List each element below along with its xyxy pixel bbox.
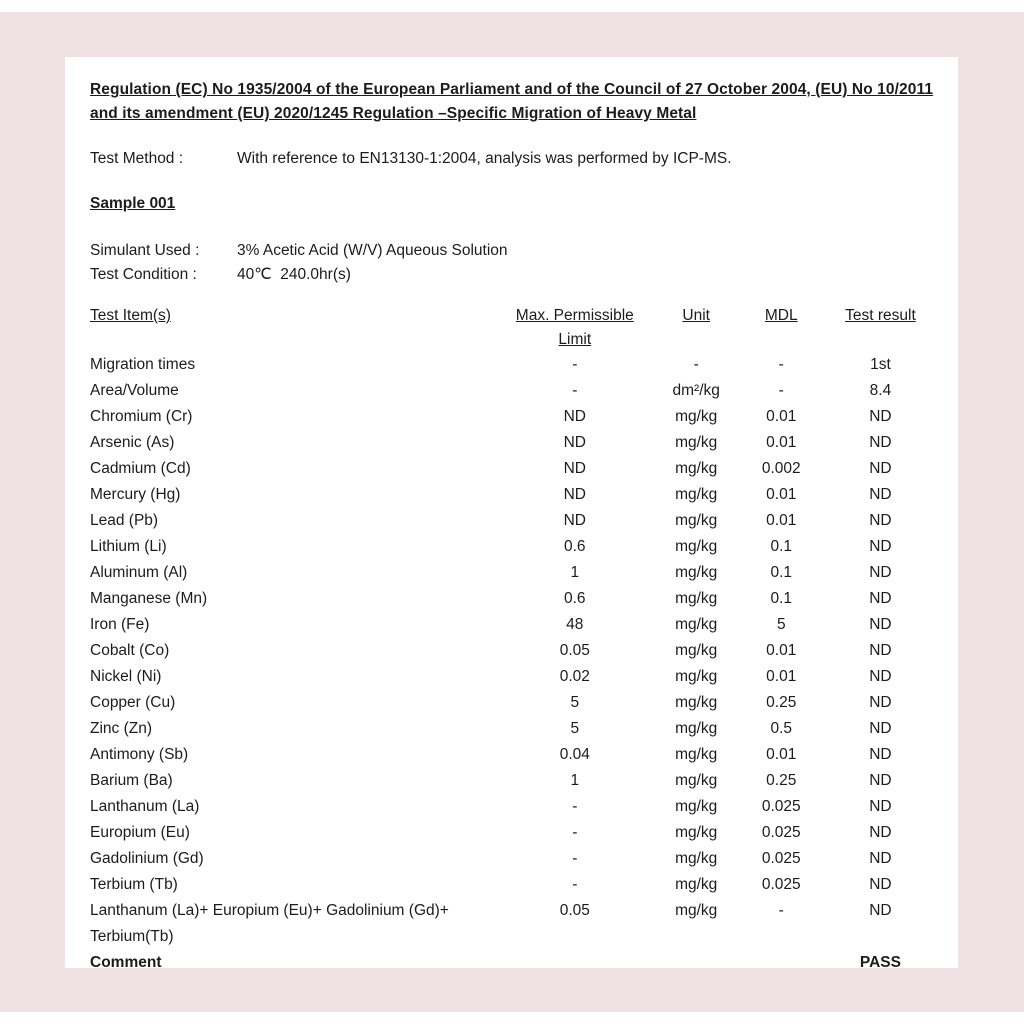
value-cell: mg/kg <box>675 642 718 659</box>
sample-heading: Sample 001 <box>90 195 176 212</box>
value-cell: mg/kg <box>675 850 718 867</box>
table-row <box>90 352 945 378</box>
value-cell: 5 <box>570 694 580 711</box>
test-item-cell: Mercury (Hg) <box>90 486 181 503</box>
value-cell: ND <box>869 902 892 919</box>
test-item-cell: Barium (Ba) <box>90 772 173 789</box>
value-cell: 0.025 <box>761 876 801 893</box>
value-cell: ND <box>869 876 892 893</box>
results-table-header-row <box>90 304 945 352</box>
value-cell: 5 <box>776 616 786 633</box>
value-cell: mg/kg <box>675 538 718 555</box>
test-method-value: With reference to EN13130-1:2004, analysis was performed by ICP-MS. <box>237 150 732 167</box>
value-cell: mg/kg <box>675 668 718 685</box>
value-cell: ND <box>869 564 892 581</box>
test-item-cell: Cadmium (Cd) <box>90 460 191 477</box>
value-cell: ND <box>869 486 892 503</box>
table-row <box>90 430 945 456</box>
value-cell: ND <box>869 798 892 815</box>
value-cell: 0.025 <box>761 798 801 815</box>
test-item-cell: Lanthanum (La) <box>90 798 200 815</box>
value-cell: - <box>778 382 784 399</box>
table-row <box>90 846 945 872</box>
table-row <box>90 898 945 950</box>
value-cell: - <box>572 798 578 815</box>
column-header-max-permissible-limit: Max. Permissible Limit <box>515 307 634 348</box>
value-cell: 1 <box>570 564 580 581</box>
value-cell: 0.01 <box>766 746 797 763</box>
test-item-cell: Aluminum (Al) <box>90 564 188 581</box>
value-cell: 0.04 <box>559 746 590 763</box>
value-cell: 0.01 <box>766 642 797 659</box>
value-cell: 0.25 <box>766 694 797 711</box>
value-cell: 0.6 <box>564 538 586 555</box>
condition-value: 40℃ 240.0hr(s) <box>237 266 351 283</box>
table-row <box>90 534 945 560</box>
simulant-row <box>90 239 945 263</box>
value-cell: 0.05 <box>559 902 590 919</box>
value-cell: ND <box>869 746 892 763</box>
results-table <box>90 304 945 968</box>
value-cell: 0.025 <box>761 850 801 867</box>
test-item-cell: Arsenic (As) <box>90 434 175 451</box>
table-row <box>90 716 945 742</box>
value-cell: mg/kg <box>675 408 718 425</box>
regulation-title: Regulation (EC) No 1935/2004 of the European Parliament and of the Council of 27 October 2004, (EU) No 10/2011 and its amendment (EU) 2020/1245 Regulation –Specific Migration of Heavy Metal <box>90 81 934 122</box>
value-cell: 0.6 <box>564 590 586 607</box>
test-item-cell: Area/Volume <box>90 382 179 399</box>
value-cell: - <box>778 902 784 919</box>
value-cell: 0.1 <box>770 564 793 581</box>
value-cell: mg/kg <box>675 798 718 815</box>
value-cell: 0.1 <box>770 590 793 607</box>
value-cell: mg/kg <box>675 824 718 841</box>
table-row <box>90 664 945 690</box>
table-row <box>90 456 945 482</box>
value-cell: 0.01 <box>766 434 797 451</box>
value-cell: - <box>778 356 784 373</box>
report-document-card <box>65 57 958 968</box>
value-cell: ND <box>869 642 892 659</box>
value-cell: 0.01 <box>766 512 797 529</box>
test-item-cell: Gadolinium (Gd) <box>90 850 204 867</box>
test-item-cell: Manganese (Mn) <box>90 590 208 607</box>
test-item-cell: Lithium (Li) <box>90 538 167 555</box>
table-row <box>90 586 945 612</box>
value-cell: 0.02 <box>559 668 590 685</box>
value-cell: ND <box>563 408 586 425</box>
table-row <box>90 560 945 586</box>
value-cell: mg/kg <box>675 434 718 451</box>
value-cell: mg/kg <box>675 616 718 633</box>
value-cell: mg/kg <box>675 876 718 893</box>
value-cell: - <box>572 876 578 893</box>
value-cell: mg/kg <box>675 772 718 789</box>
value-cell: ND <box>869 720 892 737</box>
value-cell: ND <box>563 512 586 529</box>
value-cell: mg/kg <box>675 720 718 737</box>
table-row <box>90 612 945 638</box>
value-cell: mg/kg <box>675 564 718 581</box>
value-cell: - <box>693 356 699 373</box>
value-cell: mg/kg <box>675 590 718 607</box>
test-item-cell: Zinc (Zn) <box>90 720 152 737</box>
value-cell: 0.025 <box>761 824 801 841</box>
value-cell: - <box>572 356 578 373</box>
table-row <box>90 872 945 898</box>
value-cell: ND <box>869 694 892 711</box>
value-cell: mg/kg <box>675 902 718 919</box>
simulant-value: 3% Acetic Acid (W/V) Aqueous Solution <box>237 242 508 259</box>
column-header-test-result: Test result <box>845 307 916 324</box>
value-cell: ND <box>563 486 586 503</box>
test-item-cell: Lanthanum (La)+ Europium (Eu)+ Gadolinium (Gd)+ Terbium(Tb) <box>90 902 449 945</box>
value-cell: ND <box>869 824 892 841</box>
test-item-cell: Chromium (Cr) <box>90 408 193 425</box>
value-cell: ND <box>869 408 892 425</box>
value-cell: mg/kg <box>675 460 718 477</box>
table-row <box>90 742 945 768</box>
test-item-cell: Lead (Pb) <box>90 512 159 529</box>
value-cell: ND <box>869 538 892 555</box>
value-cell: dm²/kg <box>672 382 720 399</box>
test-item-cell: Terbium (Tb) <box>90 876 178 893</box>
test-item-cell: Copper (Cu) <box>90 694 176 711</box>
column-header-unit: Unit <box>682 307 710 324</box>
test-item-cell: Antimony (Sb) <box>90 746 189 763</box>
test-method-label: Test Method : <box>90 150 184 167</box>
value-cell: ND <box>869 434 892 451</box>
test-item-cell: Iron (Fe) <box>90 616 150 633</box>
value-cell: 1 <box>570 772 580 789</box>
test-item-cell: Europium (Eu) <box>90 824 190 841</box>
column-header-test-item: Test Item(s) <box>90 307 171 324</box>
table-row <box>90 378 945 404</box>
overall-result-pass: PASS <box>859 954 901 968</box>
column-header-mdl: MDL <box>764 307 798 324</box>
value-cell: 0.002 <box>761 460 801 477</box>
value-cell: - <box>572 850 578 867</box>
value-cell: ND <box>869 668 892 685</box>
value-cell: mg/kg <box>675 694 718 711</box>
value-cell: 0.05 <box>559 642 590 659</box>
value-cell: ND <box>869 460 892 477</box>
value-cell: 0.5 <box>770 720 793 737</box>
comment-label: Comment <box>90 954 162 968</box>
value-cell: 8.4 <box>869 382 892 399</box>
test-method-row <box>90 150 945 168</box>
value-cell: mg/kg <box>675 512 718 529</box>
value-cell: 0.01 <box>766 486 797 503</box>
value-cell: ND <box>563 434 586 451</box>
empty-cell <box>646 950 747 968</box>
test-item-cell: Migration times <box>90 356 196 373</box>
condition-label: Test Condition : <box>90 266 197 283</box>
results-table-body <box>90 352 945 968</box>
value-cell: ND <box>869 512 892 529</box>
table-row <box>90 508 945 534</box>
value-cell: ND <box>869 590 892 607</box>
value-cell: 5 <box>570 720 580 737</box>
value-cell: ND <box>869 772 892 789</box>
value-cell: 0.01 <box>766 408 797 425</box>
simulant-label: Simulant Used : <box>90 242 200 259</box>
table-row <box>90 482 945 508</box>
empty-cell <box>504 950 646 968</box>
table-row <box>90 768 945 794</box>
table-row <box>90 404 945 430</box>
test-conditions-block <box>90 239 945 287</box>
value-cell: 48 <box>566 616 584 633</box>
comment-row <box>90 950 945 968</box>
value-cell: ND <box>869 616 892 633</box>
table-row <box>90 794 945 820</box>
condition-row <box>90 263 945 287</box>
table-row <box>90 638 945 664</box>
value-cell: - <box>572 382 578 399</box>
value-cell: 0.25 <box>766 772 797 789</box>
value-cell: - <box>572 824 578 841</box>
test-item-cell: Cobalt (Co) <box>90 642 170 659</box>
value-cell: 0.01 <box>766 668 797 685</box>
value-cell: ND <box>563 460 586 477</box>
value-cell: mg/kg <box>675 486 718 503</box>
value-cell: 0.1 <box>770 538 793 555</box>
value-cell: 1st <box>870 356 891 373</box>
table-row <box>90 820 945 846</box>
value-cell: mg/kg <box>675 746 718 763</box>
test-item-cell: Nickel (Ni) <box>90 668 162 685</box>
table-row <box>90 690 945 716</box>
value-cell: ND <box>869 850 892 867</box>
empty-cell <box>747 950 816 968</box>
